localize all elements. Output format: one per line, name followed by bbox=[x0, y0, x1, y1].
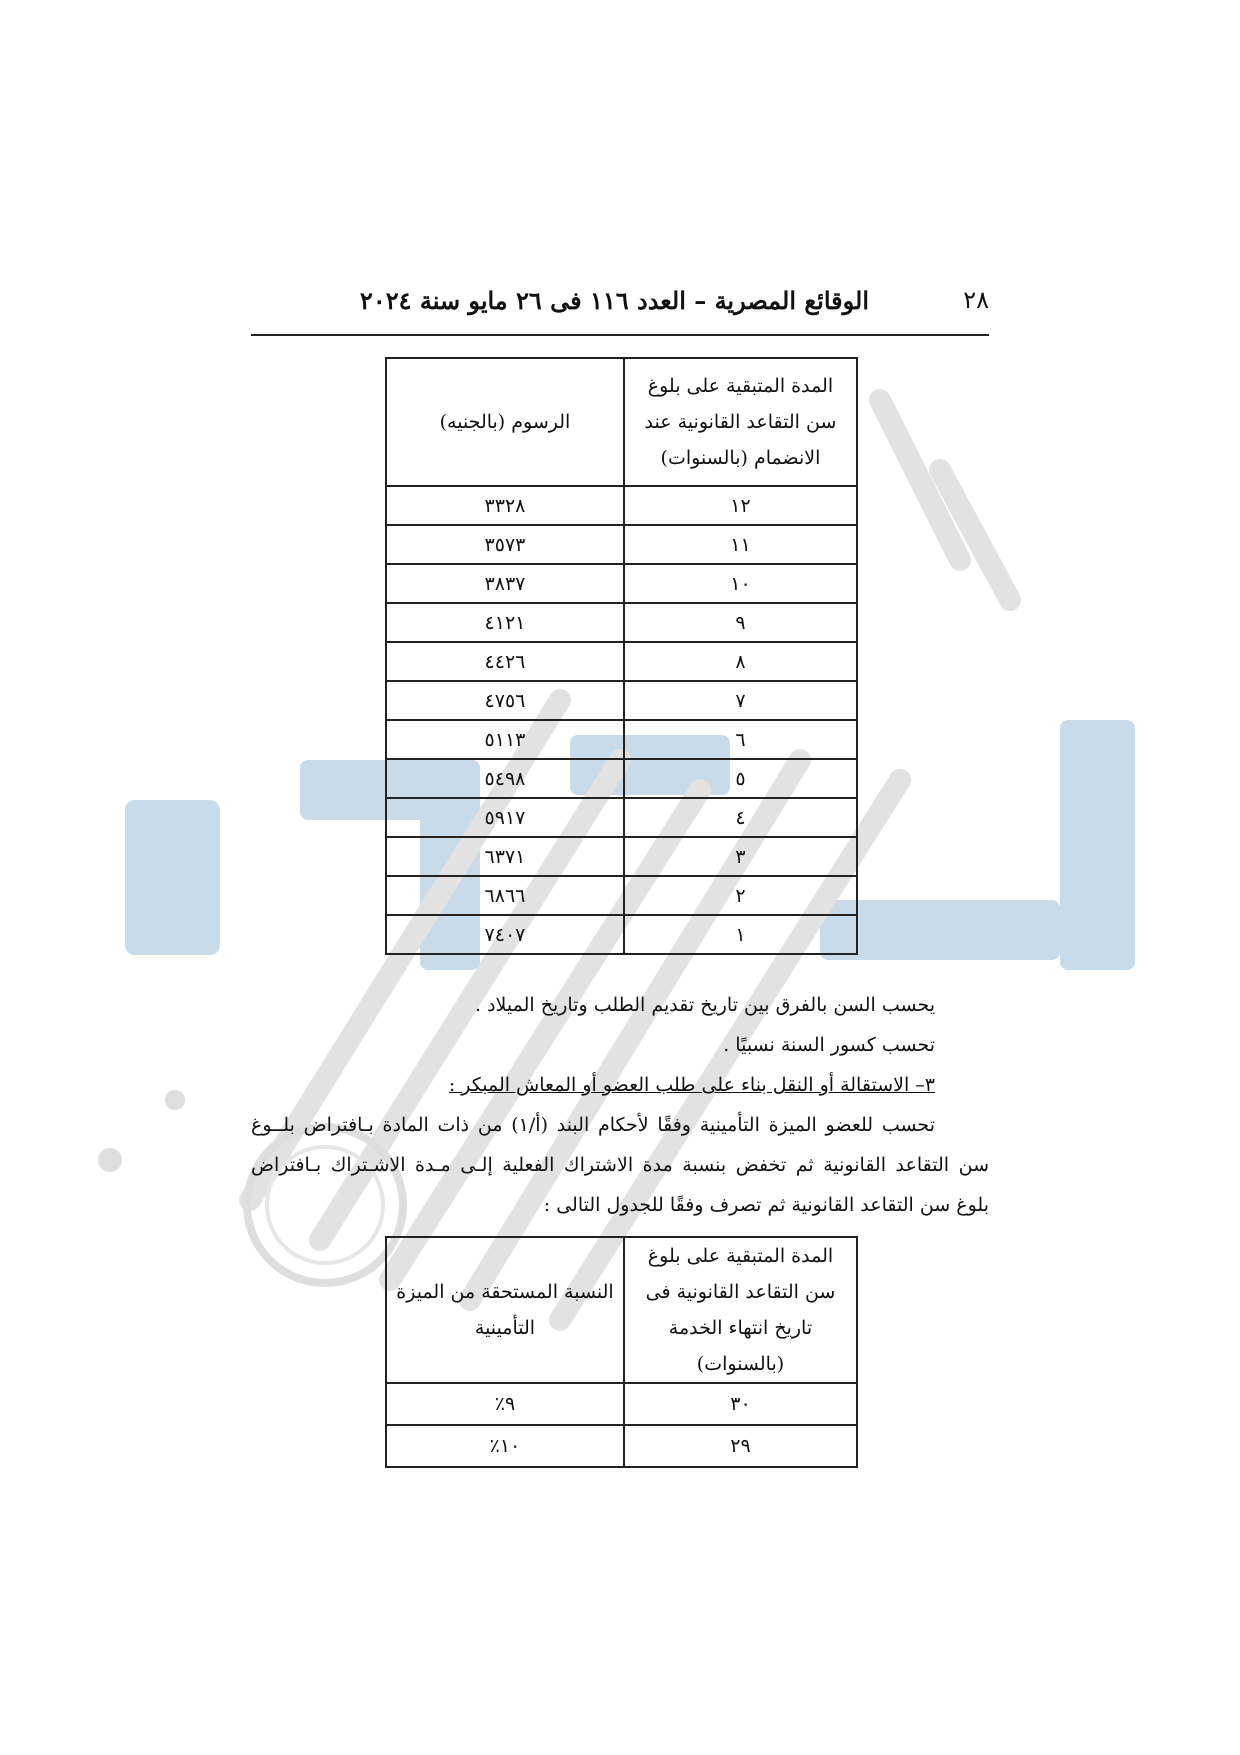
table-header-row bbox=[386, 358, 857, 486]
table-row bbox=[386, 564, 857, 603]
cell-years: ١٢ bbox=[624, 486, 857, 525]
cell-years: ٨ bbox=[624, 642, 857, 681]
cell-years: ٤ bbox=[624, 798, 857, 837]
gazette-title: الوقائع المصرية – العدد ١١٦ فى ٢٦ مايو سنة ٢٠٢٤ bbox=[359, 286, 869, 315]
cell-years: ٢ bbox=[624, 876, 857, 915]
table-header-row bbox=[386, 1237, 857, 1383]
cell-years: ٥ bbox=[624, 759, 857, 798]
age-calculation-note: يحسب السن بالفرق بين تاريخ تقديم الطلب وتاريخ الميلاد . bbox=[475, 994, 935, 1016]
fraction-note: تحسب كسور السنة نسبيًا . bbox=[723, 1034, 935, 1056]
table-row bbox=[386, 720, 857, 759]
notes-block bbox=[251, 985, 989, 1225]
section-3-heading-line bbox=[251, 1065, 989, 1105]
cell-years: ٦ bbox=[624, 720, 857, 759]
table-row bbox=[386, 681, 857, 720]
page-header bbox=[251, 286, 989, 320]
page-number: ٢٨ bbox=[963, 286, 989, 314]
cell-fee: ٥٤٩٨ bbox=[386, 759, 624, 798]
table-row bbox=[386, 915, 857, 954]
section-3-heading: ٣– الاستقالة أو النقل بناء على طلب العضو أو المعاش المبكر : bbox=[448, 1074, 935, 1096]
table-row bbox=[386, 798, 857, 837]
cell-years: ٣ bbox=[624, 837, 857, 876]
cell-fee: ٥٩١٧ bbox=[386, 798, 624, 837]
table-row bbox=[386, 525, 857, 564]
cell-fee: ٤٤٢٦ bbox=[386, 642, 624, 681]
cell-fee: ٣٨٣٧ bbox=[386, 564, 624, 603]
table-row bbox=[386, 603, 857, 642]
fees-table bbox=[385, 357, 858, 955]
cell-years: ١ bbox=[624, 915, 857, 954]
cell-years: ١١ bbox=[624, 525, 857, 564]
cell-fee: ٦٨٦٦ bbox=[386, 876, 624, 915]
cell-years: ٣٠ bbox=[624, 1383, 857, 1425]
table-row bbox=[386, 486, 857, 525]
column-header-benefit-ratio: النسبة المستحقة من الميزة التأمينية bbox=[386, 1237, 624, 1383]
cell-fee: ٣٥٧٣ bbox=[386, 525, 624, 564]
cell-fee: ٦٣٧١ bbox=[386, 837, 624, 876]
cell-years: ٢٩ bbox=[624, 1425, 857, 1467]
cell-fee: ٧٤٠٧ bbox=[386, 915, 624, 954]
cell-ratio: ١٠٪ bbox=[386, 1425, 624, 1467]
column-header-remaining-years: المدة المتبقية على بلوغ سن التقاعد القانونية عند الانضمام (بالسنوات) bbox=[624, 358, 857, 486]
cell-years: ٧ bbox=[624, 681, 857, 720]
cell-fee: ٤٧٥٦ bbox=[386, 681, 624, 720]
section-3-paragraph-line: تحسب للعضو الميزة التأمينية وفقًا لأحكام البند (أ/١) من ذات المادة بـافتراض بلــوغ bbox=[251, 1114, 935, 1136]
table-row bbox=[386, 876, 857, 915]
table-row bbox=[386, 642, 857, 681]
cell-years: ٩ bbox=[624, 603, 857, 642]
cell-years: ١٠ bbox=[624, 564, 857, 603]
table-row bbox=[386, 1383, 857, 1425]
header-divider bbox=[251, 334, 989, 336]
table-row bbox=[386, 759, 857, 798]
section-3-paragraph-line: بلوغ سن التقاعد القانونية ثم تصرف وفقًا للجدول التالى : bbox=[543, 1194, 989, 1216]
cell-fee: ٣٣٢٨ bbox=[386, 486, 624, 525]
table-row bbox=[386, 1425, 857, 1467]
table-row bbox=[386, 837, 857, 876]
column-header-remaining-years: المدة المتبقية على بلوغ سن التقاعد القانونية فى تاريخ انتهاء الخدمة (بالسنوات) bbox=[624, 1237, 857, 1383]
cell-fee: ٥١١٣ bbox=[386, 720, 624, 759]
column-header-fees: الرسوم (بالجنيه) bbox=[386, 358, 624, 486]
benefit-ratio-table bbox=[385, 1236, 858, 1468]
cell-ratio: ٩٪ bbox=[386, 1383, 624, 1425]
section-3-paragraph-line: سن التقاعد القانونية ثم تخفض بنسبة مدة الاشتراك الفعلية إلـى مـدة الاشـتراك بـافتراض bbox=[251, 1154, 989, 1176]
cell-fee: ٤١٢١ bbox=[386, 603, 624, 642]
